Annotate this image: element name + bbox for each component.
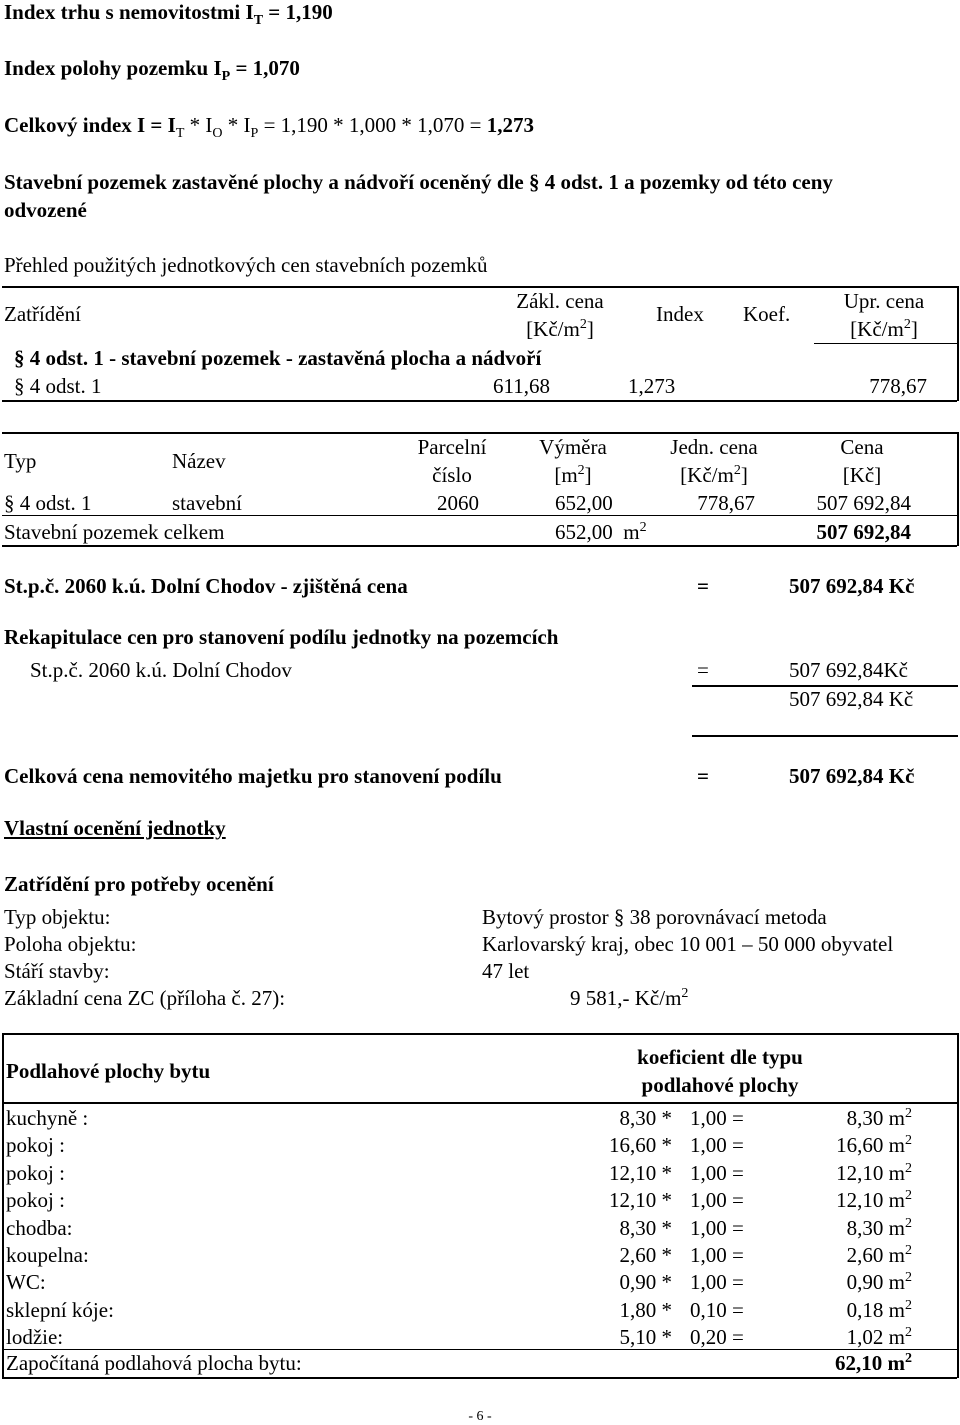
floor-row-result: 8,30 $m^2$ [846,1215,912,1240]
section-heading-line1: Stavební pozemek zastavěné plochy a nádvoří oceněný dle § 4 odst. 1 a pozemky od této ceny [4,170,833,194]
h-typ: Typ [4,449,37,473]
overview-title: Přehled použitých jednotkových cen stavebních pozemků [4,253,488,277]
floor-row-name: koupelna: [6,1243,89,1267]
floor-row-name: lodžie: [6,1325,64,1350]
floor-row-area: 2,60 * [619,1243,672,1267]
rekapitulace-row-value: 507 692,84Kč [789,658,908,682]
floor-row-coef: 1,00 = [690,1215,744,1240]
h-nazev: Název [172,449,226,473]
poloha-label: Poloha objektu: [4,932,137,956]
zjistena-eq: = [697,574,709,598]
row-nazev: stavební [172,491,242,515]
col-upr-cena: Upr. cena $[Kč/m^2]$ [843,289,925,341]
floor-row-result: 16,60 $m^2$ [836,1133,912,1158]
floor-row-area: 16,60 * [609,1133,672,1158]
floor-row-name: chodba: [6,1215,73,1240]
vlastni-title: Vlastní ocenění jednotky [4,816,226,840]
floor-row-coef: 1,00 = [690,1270,744,1295]
zjistena-value: 507 692,84 Kč [789,574,915,598]
h-jedn-cena: Jedn. cena $[Kč/m^2]$ [670,435,758,487]
floor-row-area: 8,30 * [619,1106,672,1130]
floor-row-coef: 1,00 = [690,1243,744,1267]
floor-row-coef: 1,00 = [690,1106,744,1130]
row-jedn-cena: 778,67 [697,491,755,515]
celkovy-index: Celkový index $I = I_T * I_O * I_P = 1,190 * 1,000 * 1,070 = 1,273$ [4,113,534,142]
floor-total-label: Započítaná podlahová plocha bytu: [6,1351,302,1375]
floor-row-name: kuchyně : [6,1106,89,1130]
floor-row-result: 0,18 $m^2$ [846,1297,912,1322]
col-zakl-cena: Zákl. cena $[Kč/m^2]$ [516,289,604,341]
floor-row-result: 8,30 $m^2$ [846,1106,912,1130]
rekapitulace-row-label: St.p.č. 2060 k.ú. Dolní Chodov [30,658,292,682]
stari-value: 47 let [482,959,530,983]
floor-row-area: 5,10 * [619,1325,672,1350]
poloha-value: Karlovarský kraj, obec 10 001 – 50 000 obyvatel [482,932,894,956]
row-vymera: 652,00 [555,491,613,515]
celkova-label: Celková cena nemovitého majetku pro stanovení podílu [4,764,502,788]
typ-objektu-label: Typ objektu: [4,905,111,929]
zakladni-cena-label: Základní cena ZC (příloha č. 27): [4,986,286,1010]
floor-h-left: Podlahové plochy bytu [6,1059,211,1083]
row-parcelni-cislo: 2060 [437,491,479,515]
row-label: § 4 odst. 1 [14,374,102,398]
rekapitulace-row-eq: = [697,658,709,682]
floor-row-result: 0,90 $m^2$ [846,1270,912,1295]
rekapitulace-sum: 507 692,84 Kč [789,687,914,711]
floor-row-result: 12,10 $m^2$ [836,1188,912,1213]
col-zatrideni: Zatřídění [4,302,81,326]
total-cena: 507 692,84 [816,520,911,544]
zakladni-cena-value: 9 581,- $Kč/m^2$ [570,986,689,1010]
col-koef: Koef. [743,302,791,326]
floor-row-name: pokoj : [6,1133,65,1158]
floor-h-right: koeficient dle typu podlahové plochy [637,1045,803,1097]
floor-row-coef: 1,00 = [690,1160,744,1185]
row-typ: § 4 odst. 1 [4,491,92,515]
floor-row-coef: 0,20 = [690,1325,744,1350]
floor-row-area: 8,30 * [619,1215,672,1240]
floor-total-value: 62,10 $m^2$ [835,1351,912,1375]
col-index: Index [656,302,704,326]
row-index: 1,273 [628,374,676,398]
row-upr-cena: 778,67 [869,374,927,398]
row-zakl-cena: 611,68 [493,374,550,398]
zjistena-label: St.p.č. 2060 k.ú. Dolní Chodov - zjištěná cena [4,574,408,598]
total-label: Stavební pozemek celkem [4,520,225,544]
floor-row-name: pokoj : [6,1188,65,1213]
floor-row-area: 0,90 * [619,1270,672,1295]
floor-row-coef: 1,00 = [690,1188,744,1213]
floor-row-result: 2,60 $m^2$ [846,1243,912,1267]
celkova-eq: = [697,764,709,788]
rekapitulace-title: Rekapitulace cen pro stanovení podílu jednotky na pozemcích [4,625,559,649]
group-label: § 4 odst. 1 - stavební pozemek - zastavěná plocha a nádvoří [14,346,542,370]
h-parcelni-cislo: Parcelní číslo [417,435,487,487]
zatrideni-subtitle: Zatřídění pro potřeby ocenění [4,872,274,896]
total-vymera: 652,00 $m^2$ [555,520,647,544]
h-cena: Cena [Kč] [840,435,884,487]
page-number: - 6 - [468,1409,492,1424]
floor-row-name: pokoj : [6,1160,65,1185]
floor-row-area: 1,80 * [619,1297,672,1322]
floor-row-result: 12,10 $m^2$ [836,1160,912,1185]
floor-row-name: sklepní kóje: [6,1297,114,1322]
floor-row-area: 12,10 * [609,1188,672,1213]
typ-objektu-value: Bytový prostor § 38 porovnávací metoda [482,905,827,929]
celkova-value: 507 692,84 Kč [789,764,915,788]
row-cena: 507 692,84 [816,491,911,515]
floor-row-coef: 1,00 = [690,1133,744,1158]
floor-row-coef: 0,10 = [690,1297,744,1322]
floor-row-area: 12,10 * [609,1160,672,1185]
floor-row-result: 1,02 $m^2$ [846,1325,912,1350]
index-trhu: Index trhu s nemovitostmi $I_T = 1,190$ [4,0,333,29]
stari-label: Stáří stavby: [4,959,110,983]
section-heading-line2: odvozené [4,198,87,222]
index-polohy: Index polohy pozemku $I_P = 1,070$ [4,56,300,85]
h-vymera: Výměra $[m^2]$ [539,435,607,487]
floor-row-name: WC: [6,1270,46,1295]
